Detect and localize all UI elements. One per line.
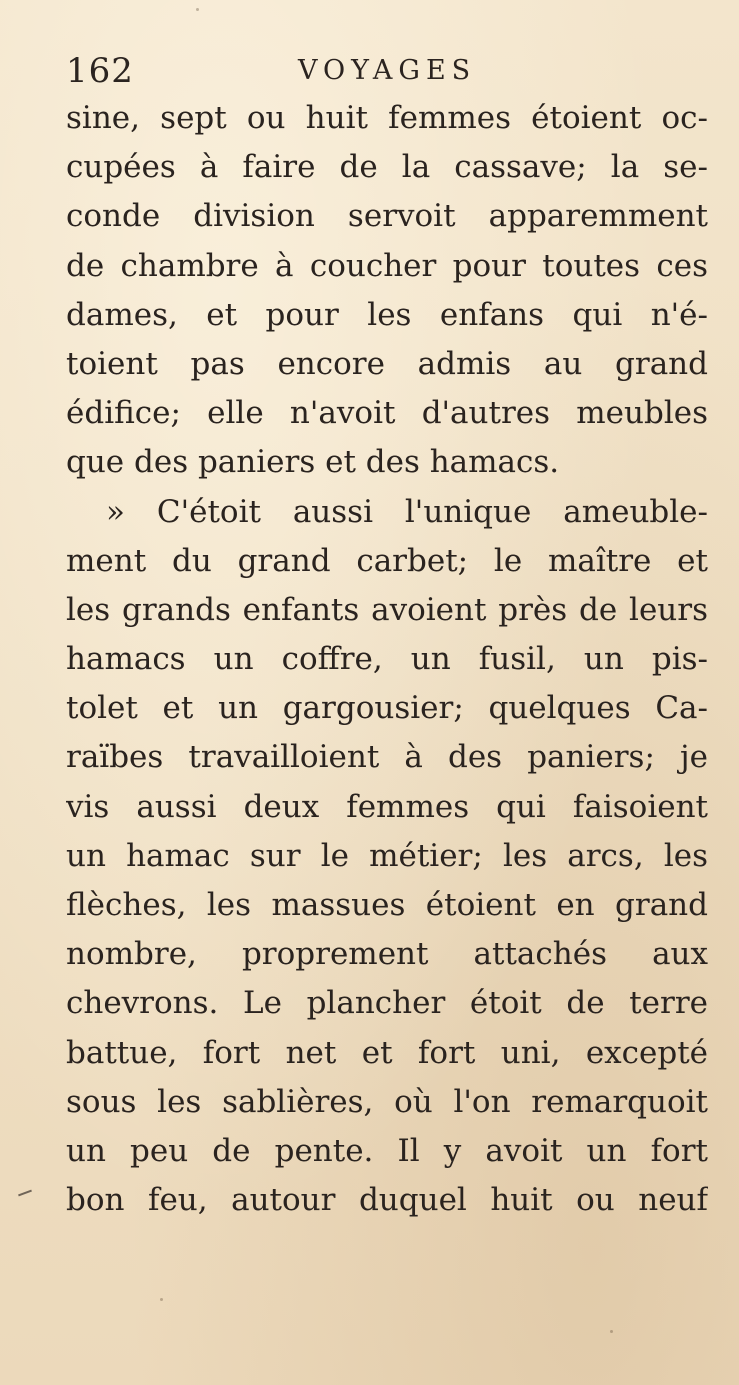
text-line: toient pas encore admis au grand bbox=[66, 345, 708, 382]
text-line: cupées à faire de la cassave; la se- bbox=[66, 149, 708, 186]
text-line: bon feu, autour duquel huit ou neuf bbox=[66, 1182, 708, 1219]
text-line: vis aussi deux femmes qui faisoient bbox=[66, 788, 708, 825]
text-line: tolet et un gargousier; quelques Ca- bbox=[66, 690, 708, 727]
text-line: de chambre à coucher pour toutes ces bbox=[66, 247, 708, 284]
text-line: un hamac sur le métier; les arcs, les bbox=[66, 837, 708, 874]
text-line: sous les sablières, où l'on remarquoit bbox=[66, 1083, 708, 1120]
text-line: un peu de pente. Il y avoit un fort bbox=[66, 1132, 708, 1169]
text-line: édifice; elle n'avoit d'autres meubles bbox=[66, 395, 708, 432]
text-line: les grands enfants avoient près de leurs bbox=[66, 591, 708, 628]
text-line: dames, et pour les enfans qui n'é- bbox=[66, 296, 708, 333]
text-line: ment du grand carbet; le maître et bbox=[66, 542, 708, 579]
paper-speck bbox=[160, 1298, 163, 1301]
paragraph-start-line: » C'étoit aussi l'unique ameuble- bbox=[106, 493, 708, 530]
text-line: sine, sept ou huit femmes étoient oc- bbox=[66, 100, 708, 136]
body-text bbox=[66, 94, 708, 1225]
text-line: battue, fort net et fort uni, excepté bbox=[66, 1034, 708, 1071]
paper-speck bbox=[610, 1330, 613, 1333]
page-number: 162 bbox=[66, 51, 134, 91]
text-line: chevrons. Le plancher étoit de terre bbox=[66, 985, 708, 1022]
running-head: VOYAGES bbox=[298, 55, 477, 86]
text-line: conde division servoit apparemment bbox=[66, 198, 708, 235]
paragraph-end-line: que des paniers et des hamacs. bbox=[66, 444, 560, 481]
text-line: raïbes travailloient à des paniers; je bbox=[66, 739, 708, 776]
text-line: hamacs un coffre, un fusil, un pis- bbox=[66, 641, 708, 678]
margin-mark bbox=[18, 1190, 32, 1197]
page-header bbox=[66, 46, 706, 96]
text-line: nombre, proprement attachés aux bbox=[66, 936, 708, 973]
paper-speck bbox=[196, 8, 199, 11]
text-line: flèches, les massues étoient en grand bbox=[66, 887, 708, 923]
